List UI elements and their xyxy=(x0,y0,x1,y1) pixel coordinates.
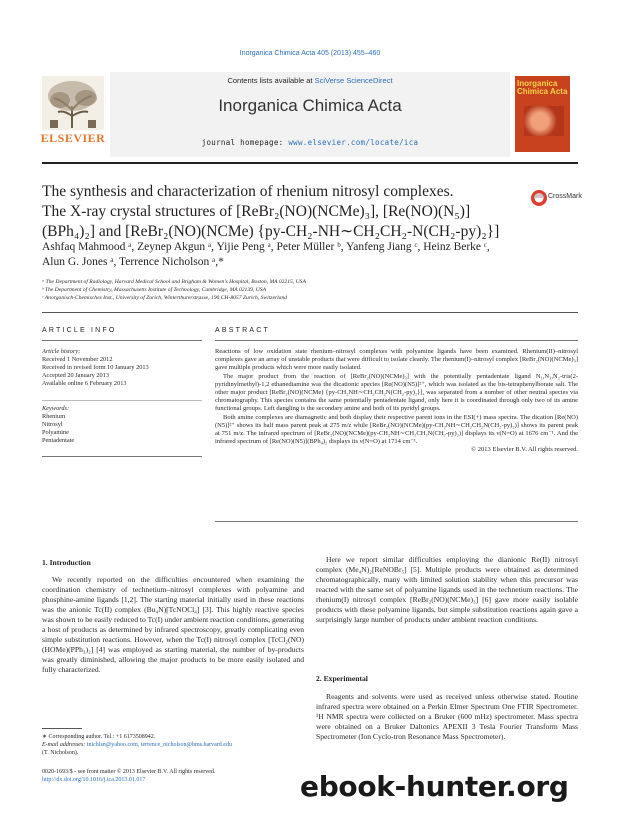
email-line xyxy=(42,741,304,749)
keywords-label: Keywords: xyxy=(42,405,70,412)
right-column-text xyxy=(316,555,578,625)
watermark: ebook-hunter.org xyxy=(300,770,569,803)
divider xyxy=(42,312,578,313)
author-name-note: (T. Nicholson). xyxy=(42,750,79,756)
divider xyxy=(42,400,202,401)
crossmark-label[interactable]: CrossMark xyxy=(548,193,582,200)
footnote xyxy=(42,733,304,757)
body-paragraph: Reagents and solvents were used as received unless otherwise stated. Routine infrared spectra were obtained on a Perkin Elmer Spectrum One FTIR Spectrometer. ¹H NMR spectra were collected on a Bruker (600 mHz) spectrometer. Mass spectra were obtained on a Bruker Daltonics APEXII 3 Tesla Fourier Transform Mass Spectrometer (Ion Cyclo-tron Resonance Mass Spectrometer). xyxy=(316,692,578,741)
body-paragraph: Here we report similar difficulties employing the dianionic Re(II) nitrosyl complex (Me₄N)₂[ReNOBr₅] [5]. Multiple products were obtained as determined chromatographically, many with limited solution stability when this precursor was reacted with the same set of polyamine ligands used in the technetium reactions. The rhenium(I) nitrosyl complex [ReBr₂(NO)(NCMe)₃] [6] gave more easily isolable products with these polyamine ligands, but simple substitution reactions again gave a surprisingly large number of products under ambient reaction conditions. xyxy=(316,555,578,624)
homepage-link[interactable]: www.elsevier.com/locate/ica xyxy=(288,138,419,147)
divider xyxy=(215,521,578,522)
elsevier-wordmark: ELSEVIER xyxy=(40,131,106,145)
section-heading-introduction: 1. Introduction xyxy=(42,558,91,567)
author-list xyxy=(42,240,578,270)
affiliation: ᵇ The Department of Chemistry, Massachusetts Institute of Technology, Cambridge, MA 02139, USA xyxy=(42,287,266,293)
divider xyxy=(42,456,202,457)
title-line: (BPh₄)₂] and [ReBr₂(NO)(NCMe) {py-CH₂-NH∼CH₂CH₂-N(CH₂-py)₂}] xyxy=(42,223,500,240)
abstract-paragraph: Both amine complexes are diamagnetic and both display their respective parent ions in the ESI(+) mass spectra. The dication [Re(NO)(N5)]²⁺ shows its half mass parent peak at 275 m/z while [ReBr₂(NO)(NCMe)(py-CH₂NH∼CH₂CH₂N(CH₂-py)₂)] shows its parent peak at 751 m/z. The infrared spectrum of [ReBr₂(NO)(NCMe)(py-CH₂NH∼CH₂CH₂N(CH₂-py)₂)] displays its ν(N=O) at 1676 cm⁻¹. And the infrared spectrum of [Re(NO)(N5)](BPh₄)₂ displays its ν(N=O) at 1714 cm⁻¹. xyxy=(215,413,578,446)
corresponding-author: ∗ Corresponding author. Tel.: +1 6173508942. xyxy=(42,734,156,740)
email-label: E-mail addresses: xyxy=(42,742,87,748)
journal-homepage xyxy=(110,138,510,147)
homepage-prefix: journal homepage: xyxy=(201,138,289,147)
sciencedirect-link[interactable]: SciVerse ScienceDirect xyxy=(314,76,393,85)
abstract-heading: ABSTRACT xyxy=(215,327,270,334)
authors-line: Alun G. Jones ᵃ, Terrence Nicholson ᵃ,* xyxy=(42,256,224,268)
authors-line: Ashfaq Mahmood ᵃ, Zeynep Akgun ᵃ, Yijie Peng ᵃ, Peter Müller ᵇ, Yanfeng Jiang ᶜ, Heinz Berke ᶜ, xyxy=(42,241,490,253)
email-links[interactable]: tnichlsn@yahoo.com, terrence_nicholson@hms.harvard.edu xyxy=(86,742,232,748)
article-info-heading: ARTICLE INFO xyxy=(42,327,117,334)
abstract-body xyxy=(215,348,578,455)
title-line: The synthesis and characterization of rhenium nitrosyl complexes. xyxy=(42,183,454,200)
paper-title xyxy=(42,182,502,242)
affiliation: ᶜ Anorganisch-Chemisches Inst., University of Zurich, Winterthurerstrasse, 190 CH-8057 Zurich, Switzerland xyxy=(42,295,288,301)
title-line: The X-ray crystal structures of [ReBr₂(NO)(NCMe)₃], [Re(NO)(N₅)] xyxy=(42,203,471,220)
history-item: Received 1 November 2012 xyxy=(42,356,113,363)
issn-block xyxy=(42,768,304,784)
contents-prefix: Contents lists available at xyxy=(227,76,315,85)
history-label: Article history: xyxy=(42,348,81,355)
history-item: Available online 6 February 2013 xyxy=(42,380,127,387)
journal-title: Inorganica Chimica Acta xyxy=(218,96,402,115)
header-rule xyxy=(42,162,578,164)
contents-line xyxy=(110,76,510,85)
keyword: Polyamine xyxy=(42,429,69,436)
cover-image xyxy=(524,106,564,136)
keyword: Rhenium xyxy=(42,413,66,420)
copyright: © 2013 Elsevier B.V. All rights reserved. xyxy=(471,446,578,454)
introduction-text xyxy=(42,575,304,675)
body-paragraph: We recently reported on the difficulties encountered when examining the coordination chemistry of technetium–nitrosyl complexes with polyamine and phosphine-amine ligands [1,2]. The starting material initially used in these reactions was the anionic Tc(II) complex (Bu₄N)[TcNOCl₄] [3]. This highly reactive species was shown to be easily reduced to Tc(I) under ambient reaction conditions, generating a host of products as determined by infrared spectroscopy, greatly complicating even simple substitution reactions. However, when the Tc(I) nitrosyl complex [TcCl₂(NO)(HOMe)(PPh₃)₂] [4] was employed as starting material, the number of by-products was greatly diminished, allowing the major products to be more easily isolated and fully characterized. xyxy=(42,575,304,674)
journal-reference[interactable]: Inorganica Chimica Acta 405 (2013) 455–460 xyxy=(239,50,381,57)
issn-line: 0020-1693/$ - see front matter © 2013 Elsevier B.V. All rights reserved. xyxy=(42,769,216,775)
abstract-paragraph: The major product from the reaction of [ReBr₂(NO)(NCMe)₃] with the potentially pentadentate ligand N₁,N₁,N₂-tris(2-pyridinylmethyl)-1,2 ethanediamine was the dicationic species [Re(NO)(N5)]²⁺, which was isolated as the bis-tetraphenylborate salt. The other major product [ReBr₂(NO)(NCMe) {py-CH₂NH∼CH₂CH₂N(CH₂-py)₂}], was separated from a number of other neutral species via chromatography. This species contains the same potentially pentadentate ligand, only here it is coordinated through only two of its amine functional groups. Left dangling is the secondary amine and both of its pyridyl groups. xyxy=(215,372,578,413)
divider xyxy=(215,340,578,341)
affiliation: ᵃ The Department of Radiology, Harvard Medical School and Brigham & Women’s Hospital, Boston, MA 02215, USA xyxy=(42,279,306,285)
cover-title: Inorganica Chimica Acta xyxy=(517,79,568,96)
divider xyxy=(42,340,202,341)
history-item: Received in revised form 10 January 2013 xyxy=(42,364,149,371)
footnote-rule xyxy=(42,728,82,729)
abstract-paragraph: Reactions of low oxidation state rhenium–nitrosyl complexes with polyamine ligands have been examined. Rhenium(II)–nitrosyl complexes gave an array of unstable products that were difficult to isolate cleanly. The rhenium(I)–nitrosyl complex [ReBr₂(NO)(NCMe)₃] gave multiple products which were more easily isolated. xyxy=(215,348,578,372)
keyword: Nitrosyl xyxy=(42,421,63,428)
keyword: Pentadentate xyxy=(42,437,75,444)
doi-link[interactable]: http://dx.doi.org/10.1016/j.ica.2013.01.017 xyxy=(42,777,146,783)
history-item: Accepted 20 January 2013 xyxy=(42,372,109,379)
section-heading-experimental: 2. Experimental xyxy=(316,674,368,683)
experimental-text xyxy=(316,692,578,742)
